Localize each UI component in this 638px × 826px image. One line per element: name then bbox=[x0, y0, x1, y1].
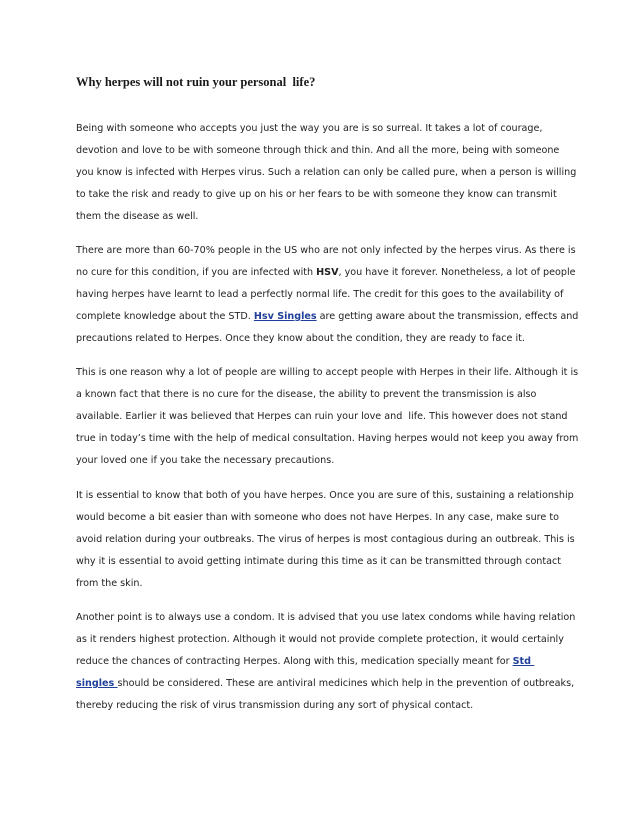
std-singles-link[interactable]: Std bbox=[512, 656, 535, 667]
hsv-bold-term: HSV bbox=[316, 267, 339, 278]
paragraph-5-line bbox=[76, 656, 534, 668]
paragraph-1-line: them the disease as well. bbox=[76, 211, 199, 222]
document-title: Why herpes will not ruin your personal life? bbox=[76, 75, 316, 89]
paragraph-5-line: as it renders highest protection. Although it would not provide complete protection, it would certainly bbox=[76, 634, 564, 645]
paragraph-2-text: , you have it forever. Nonetheless, a lot of people bbox=[338, 267, 576, 278]
paragraph-2-text: are getting aware about the transmission, effects and bbox=[316, 311, 579, 322]
paragraph-3-line: a known fact that there is no cure for the disease, the ability to prevent the transmission is also bbox=[76, 389, 537, 400]
std-singles-link-continued[interactable]: singles bbox=[76, 678, 118, 689]
paragraph-5-line: thereby reducing the risk of virus transmission during any sort of physical contact. bbox=[76, 700, 474, 711]
paragraph-3-line: available. Earlier it was believed that Herpes can ruin your love and life. This however does not stand bbox=[76, 411, 568, 422]
paragraph-2-line bbox=[76, 311, 578, 323]
paragraph-2-line bbox=[76, 267, 576, 279]
paragraph-4-line: It is essential to know that both of you have herpes. Once you are sure of this, sustaining a relationship bbox=[76, 490, 574, 501]
hsv-singles-link[interactable]: Hsv Singles bbox=[253, 311, 317, 322]
paragraph-2-line: There are more than 60-70% people in the US who are not only infected by the herpes virus. As there is bbox=[76, 245, 576, 256]
paragraph-1-line: to take the risk and ready to give up on his or her fears to be with someone they know can transmit bbox=[76, 189, 557, 200]
paragraph-5-line: Another point is to always use a condom. It is advised that you use latex condoms while having relation bbox=[76, 612, 576, 623]
paragraph-1-line: devotion and love to be with someone through thick and thin. And all the more, being with someone bbox=[76, 145, 560, 156]
paragraph-1-line: Being with someone who accepts you just the way you are is so surreal. It takes a lot of courage, bbox=[76, 123, 543, 134]
paragraph-3-line: This is one reason why a lot of people are willing to accept people with Herpes in their life. Although it is bbox=[76, 367, 579, 378]
paragraph-5-text: reduce the chances of contracting Herpes. Along with this, medication specially meant for bbox=[76, 656, 513, 667]
paragraph-4-line: why it is essential to avoid getting intimate during this time as it can be transmitted through contact bbox=[76, 556, 562, 567]
paragraph-4-line: from the skin. bbox=[76, 578, 143, 589]
paragraph-5-text: should be considered. These are antiviral medicines which help in the prevention of outbreaks, bbox=[117, 678, 575, 689]
paragraph-2-text: no cure for this condition, if you are infected with bbox=[76, 267, 317, 278]
paragraph-3-line: your loved one if you take the necessary precautions. bbox=[76, 455, 335, 466]
paragraph-2-text: complete knowledge about the STD. bbox=[76, 311, 254, 322]
paragraph-5-line bbox=[76, 678, 574, 690]
paragraph-2-line: precautions related to Herpes. Once they know about the condition, they are ready to face it. bbox=[76, 333, 525, 344]
paragraph-3-line: true in today’s time with the help of medical consultation. Having herpes would not keep you away from bbox=[76, 433, 579, 444]
paragraph-4-line: would become a bit easier than with someone who does not have Herpes. In any case, make sure to bbox=[76, 512, 559, 523]
paragraph-2-line: having herpes have learnt to lead a perfectly normal life. The credit for this goes to the availability of bbox=[76, 289, 564, 300]
paragraph-1-line: you know is infected with Herpes virus. Such a relation can only be called pure, when a person is willing bbox=[76, 167, 577, 178]
paragraph-4-line: avoid relation during your outbreaks. The virus of herpes is most contagious during an outbreak. This is bbox=[76, 534, 575, 545]
